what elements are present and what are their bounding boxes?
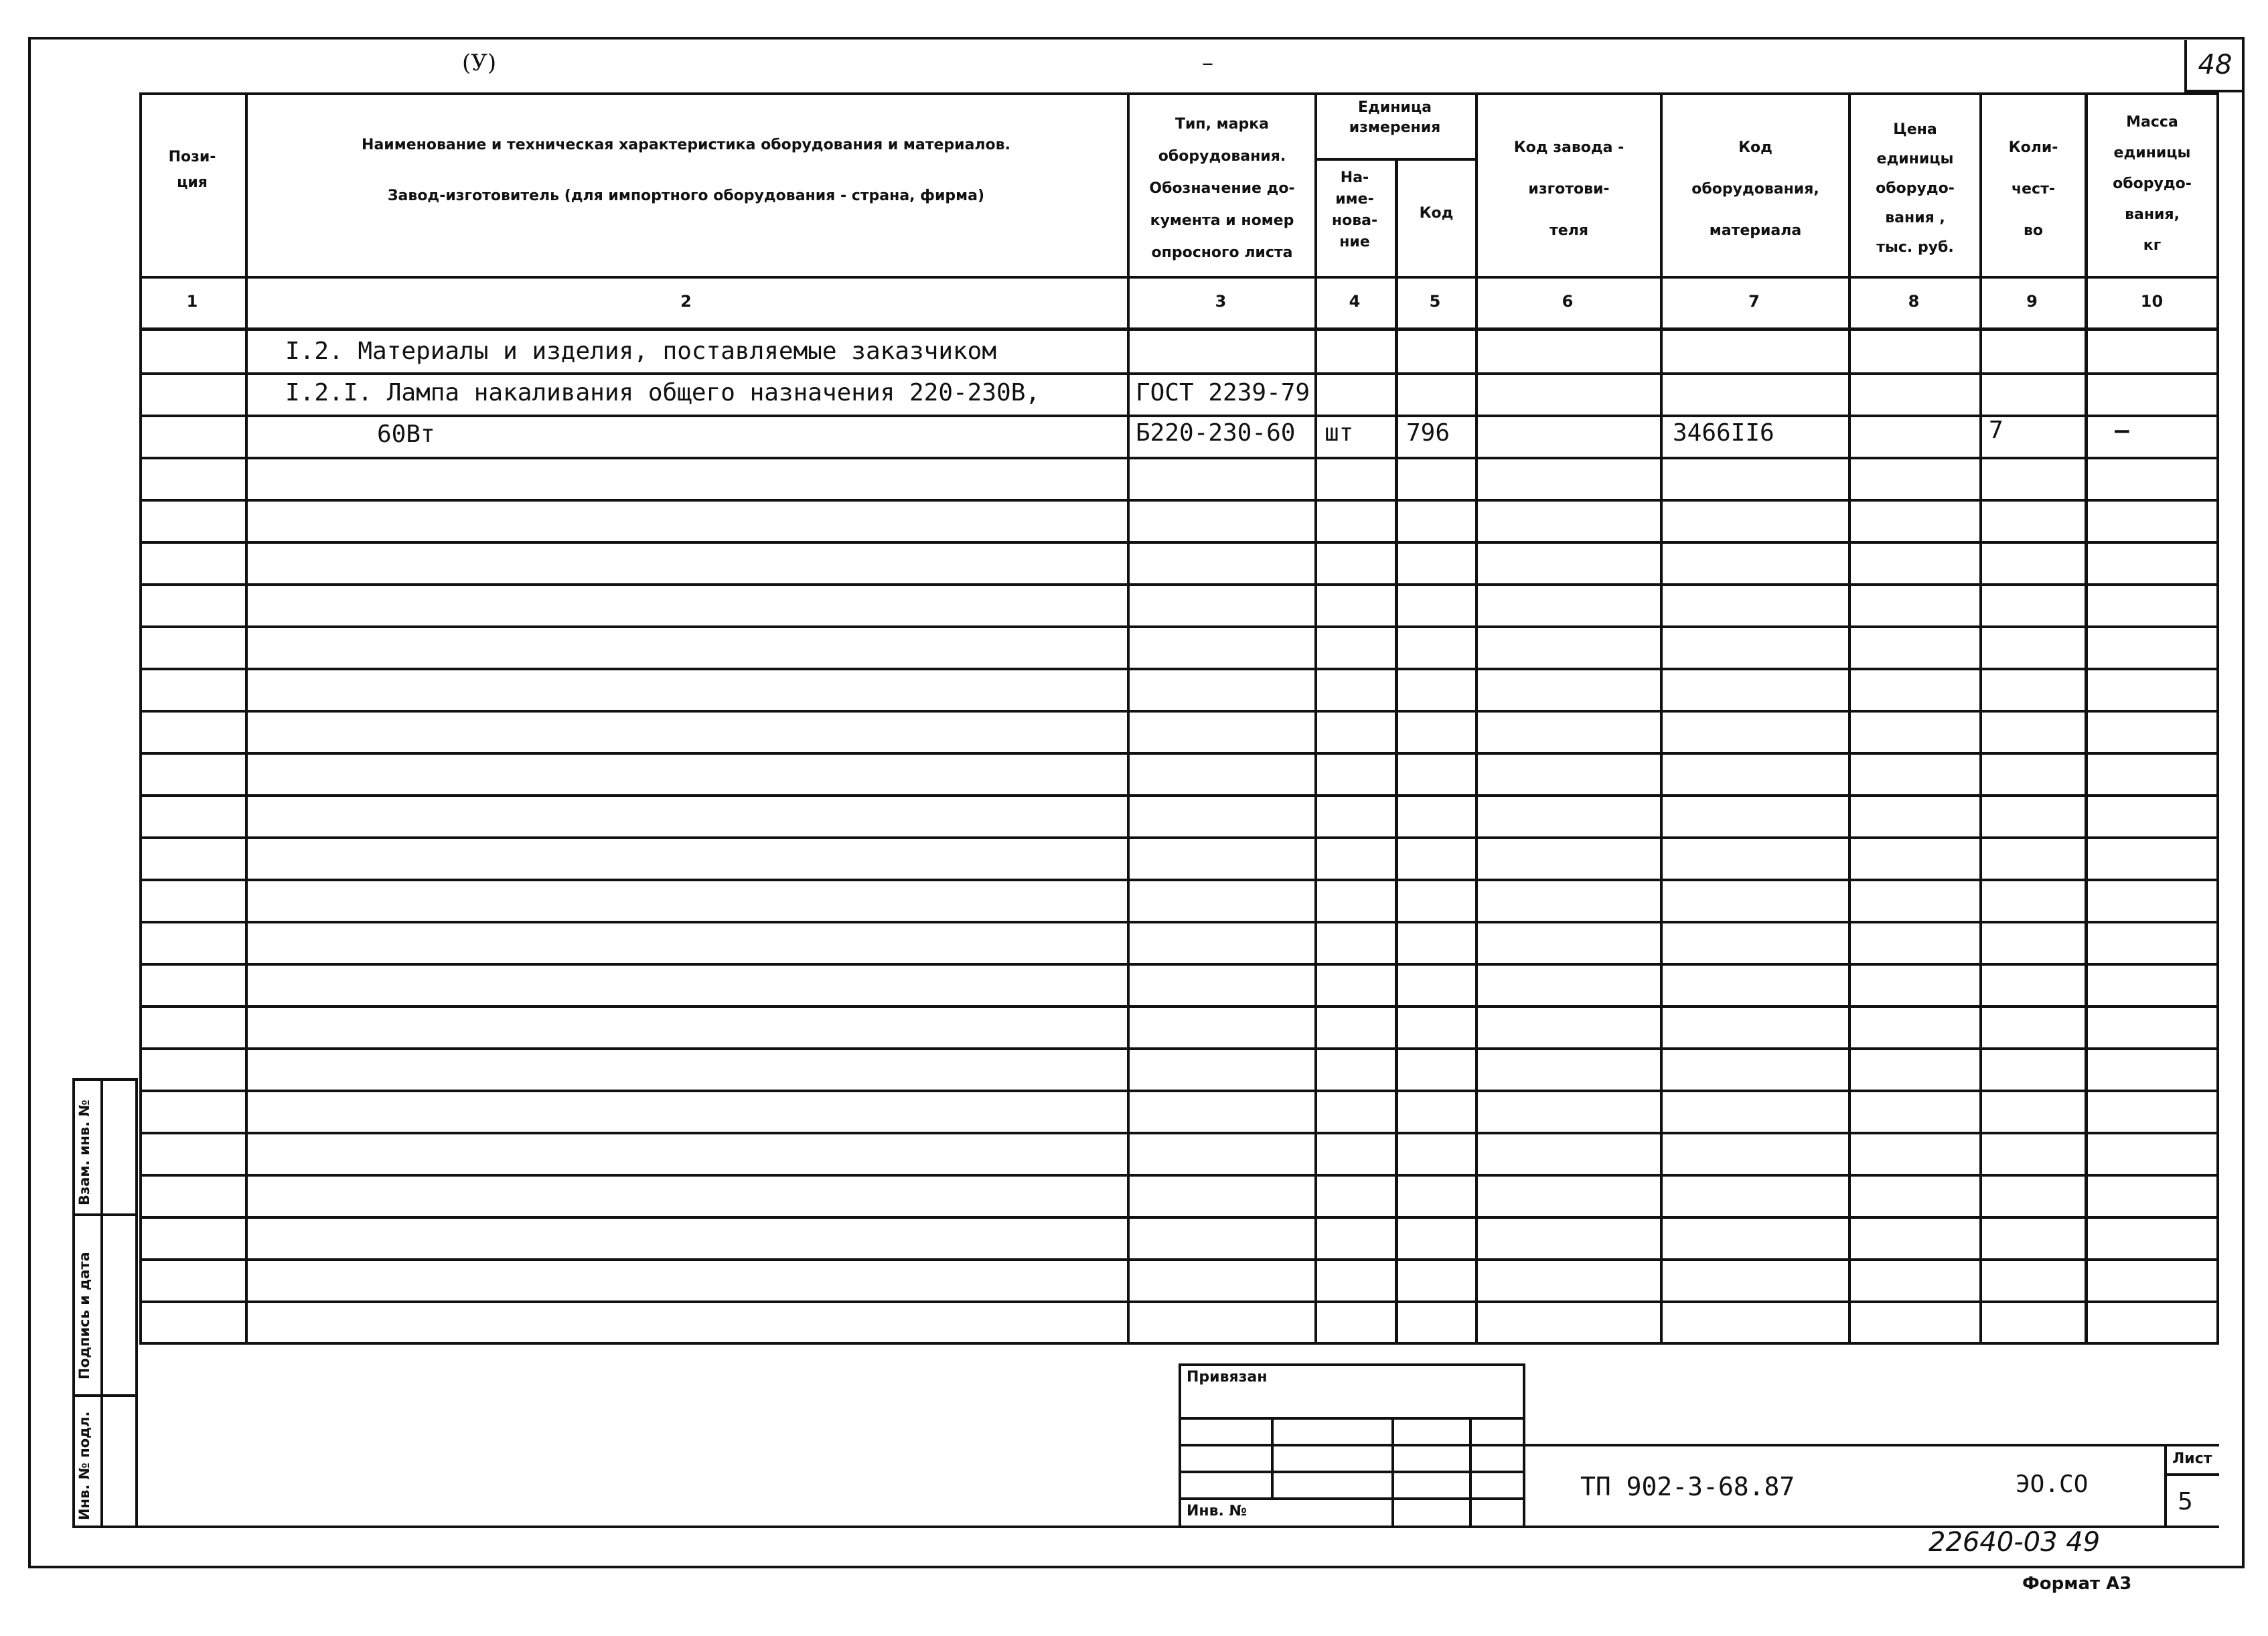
- header-quantity: Коли- чест- во: [2008, 139, 2058, 239]
- row-rule: [139, 879, 2219, 881]
- row-3-type: Б220-230-60: [1136, 419, 1296, 447]
- row-rule: [139, 794, 2219, 797]
- side-label-vzam-inv: Взам. инв. №: [76, 1100, 92, 1205]
- col-number-10: 10: [2140, 292, 2164, 311]
- privyazan-label: Привязан: [1187, 1369, 1268, 1386]
- row-rule: [139, 1216, 2219, 1219]
- section-code: ЭО.СО: [2016, 1471, 2089, 1498]
- row-rule: [139, 752, 2219, 755]
- document-designation: ТП 902-3-68.87: [1580, 1472, 1795, 1501]
- col-number-5: 5: [1429, 292, 1441, 311]
- row-rule: [139, 921, 2219, 923]
- header-unit-code: Код: [1419, 205, 1454, 222]
- row-rule: [139, 583, 2219, 586]
- row-rule: [139, 1090, 2219, 1092]
- header-unit-price: Цена единицы оборудо- вания , тыс. руб.: [1876, 121, 1955, 256]
- row-rule: [139, 457, 2219, 459]
- row-rule: [139, 963, 2219, 966]
- row-rule: [139, 625, 2219, 628]
- row-rule: [139, 499, 2219, 502]
- row-3-name: 60Вт: [377, 421, 435, 448]
- side-label-inv-podl: Инв. № подл.: [76, 1411, 92, 1520]
- header-unit-name: На- име- нова- ние: [1331, 169, 1378, 250]
- side-label-sign-date: Подпись и дата: [76, 1252, 92, 1380]
- row-rule: [139, 1005, 2219, 1008]
- page-number: 48: [2184, 40, 2243, 92]
- row-3-code: 796: [1406, 419, 1450, 447]
- specification-table: [139, 92, 2219, 1342]
- row-rule: [139, 415, 2219, 417]
- sheet-label: Лист: [2172, 1451, 2212, 1467]
- header-name-line1: Наименование и техническая характеристика оборудования и материалов.: [362, 137, 1010, 153]
- handwritten-number: 22640-03 49: [1929, 1527, 2101, 1558]
- top-mark-center: –: [1202, 50, 1213, 76]
- row-rule: [139, 541, 2219, 544]
- row-rule: [139, 1300, 2219, 1303]
- col-number-9: 9: [2026, 292, 2038, 311]
- header-name-line2: Завод-изготовитель (для импортного оборудования - страна, фирма): [387, 188, 985, 204]
- row-3-material-code: 3466II6: [1673, 419, 1774, 447]
- row-rule: [139, 836, 2219, 839]
- row-rule: [139, 710, 2219, 713]
- col-number-3: 3: [1215, 292, 1227, 311]
- format-label: Формат А3: [2022, 1574, 2132, 1594]
- row-2-type: ГОСТ 2239-79: [1136, 379, 1310, 406]
- sheet-number: 5: [2178, 1488, 2193, 1515]
- row-rule: [139, 1047, 2219, 1050]
- row-rule: [139, 372, 2219, 375]
- header-position: Пози- ция: [168, 149, 216, 191]
- col-number-6: 6: [1562, 292, 1574, 311]
- row-rule: [139, 1258, 2219, 1261]
- header-factory-code: Код завода - изготови- теля: [1513, 139, 1624, 239]
- row-rule: [139, 1132, 2219, 1134]
- col-number-4: 4: [1349, 292, 1361, 311]
- row-rule: [139, 668, 2219, 670]
- header-material-code: Код оборудования, материала: [1691, 139, 1819, 239]
- header-unit-mass: Масса единицы оборудо- вания, кг: [2113, 114, 2192, 254]
- row-3-unit: шт: [1325, 419, 1354, 447]
- col-number-8: 8: [1908, 292, 1920, 311]
- row-3-quantity: 7: [1989, 417, 2004, 444]
- inv-no-label: Инв. №: [1187, 1503, 1248, 1519]
- row-2-name: I.2.I. Лампа накаливания общего назначения 220-230В,: [285, 379, 1041, 406]
- row-3-mass: –: [2115, 417, 2129, 444]
- col-number-1: 1: [186, 292, 198, 311]
- row-rule: [139, 1174, 2219, 1177]
- header-unit-group: Единица измерения: [1349, 99, 1441, 136]
- col-number-7: 7: [1748, 292, 1760, 311]
- header-type: Тип, марка оборудования. Обозначение до- кумента и номер опросного листа: [1149, 116, 1295, 261]
- top-mark-left: (У): [462, 50, 497, 76]
- col-number-2: 2: [680, 292, 692, 311]
- row-1-name: I.2. Материалы и изделия, поставляемые заказчиком: [285, 338, 997, 365]
